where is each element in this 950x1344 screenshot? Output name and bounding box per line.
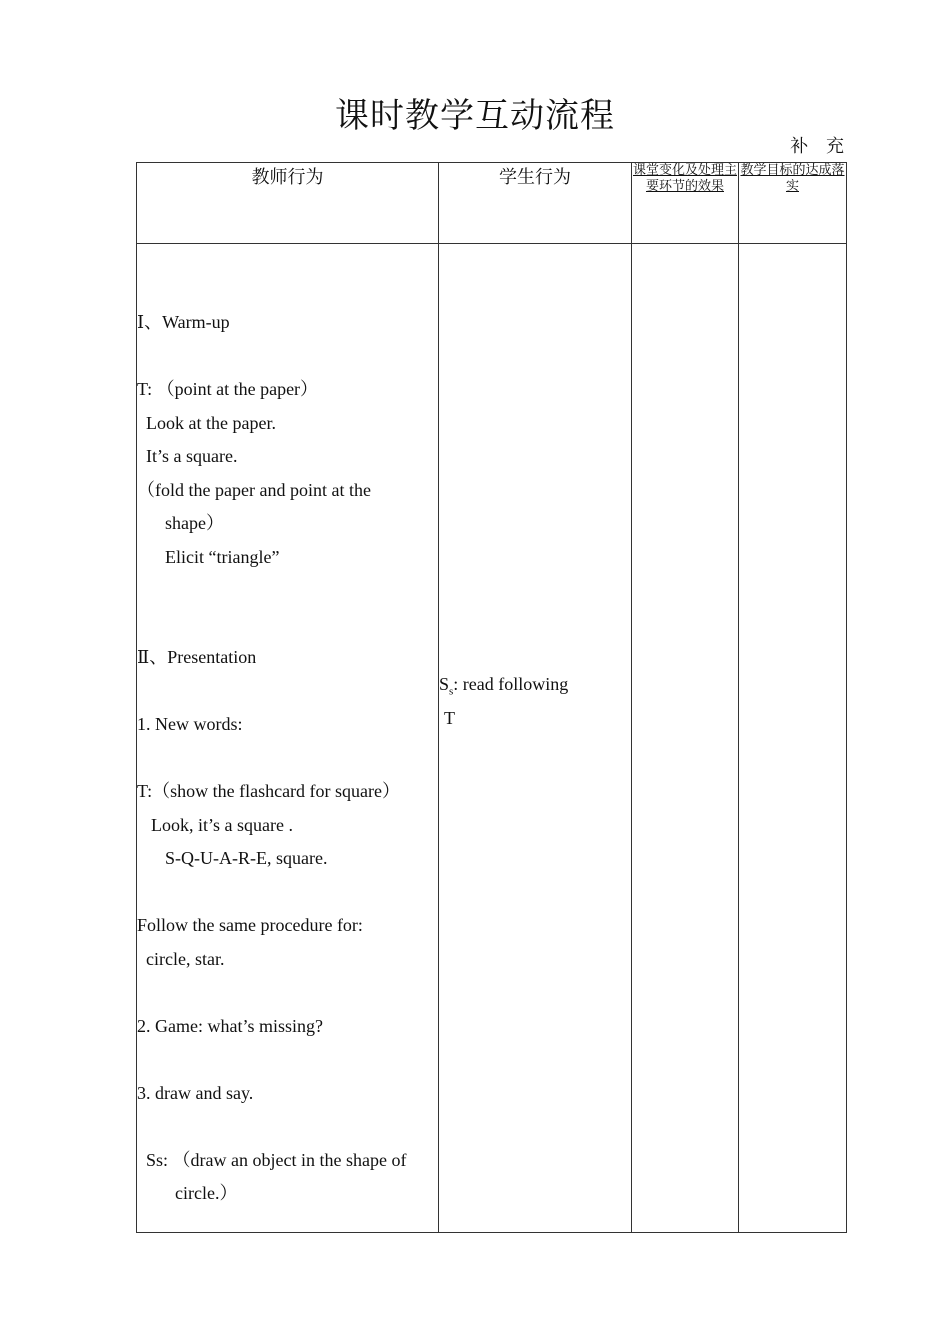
- teacher-line: It’s a square.: [146, 446, 238, 466]
- teacher-line: T: （point at the paper）: [137, 379, 319, 399]
- teacher-line: Look at the paper.: [146, 412, 276, 433]
- supplement-label: 补 充: [790, 136, 850, 157]
- student-line: [439, 668, 631, 702]
- header-student-behavior: 学生行为: [439, 163, 632, 244]
- student-subject-subscript: s: [449, 685, 454, 698]
- teacher-line: S-Q-U-A-R-E, square.: [165, 848, 328, 868]
- section-warm-up: Ⅰ、Warm-up: [137, 312, 230, 332]
- header-classroom-changes: 课堂变化及处理主要环节的效果: [632, 163, 739, 244]
- header-goal-achievement: 教学目标的达成落实: [739, 163, 847, 244]
- student-behavior-cell: [439, 244, 632, 1233]
- goal-achievement-cell: [739, 244, 847, 1233]
- teacher-line: （fold the paper and point at the: [137, 479, 371, 500]
- content-row: [137, 244, 847, 1233]
- teacher-line: 3. draw and say.: [137, 1082, 254, 1103]
- teacher-line: shape）: [165, 513, 224, 533]
- header-row: [137, 163, 847, 244]
- student-subject: S: [439, 674, 450, 694]
- teacher-line: circle, star.: [146, 948, 225, 969]
- teacher-line: Ss: （draw an object in the shape of: [146, 1149, 407, 1170]
- teacher-behavior-cell: [137, 244, 439, 1233]
- lesson-flow-table: [136, 162, 847, 1233]
- header-teacher-behavior: 教师行为: [137, 163, 439, 244]
- teacher-line: Look, it’s a square .: [151, 814, 293, 835]
- page-title: 课时教学互动流程: [335, 96, 615, 136]
- student-line: T: [444, 707, 455, 728]
- teacher-line: circle.）: [175, 1183, 238, 1203]
- classroom-changes-cell: [632, 244, 739, 1233]
- teacher-line: 1. New words:: [137, 714, 243, 734]
- teacher-line: Elicit “triangle”: [165, 546, 280, 567]
- teacher-line: Follow the same procedure for:: [137, 915, 363, 935]
- teacher-line: T:（show the flashcard for square）: [137, 781, 401, 801]
- teacher-line: 2. Game: what’s missing?: [137, 1015, 323, 1036]
- student-action: : read following: [453, 674, 569, 694]
- section-presentation: Ⅱ、Presentation: [137, 647, 257, 667]
